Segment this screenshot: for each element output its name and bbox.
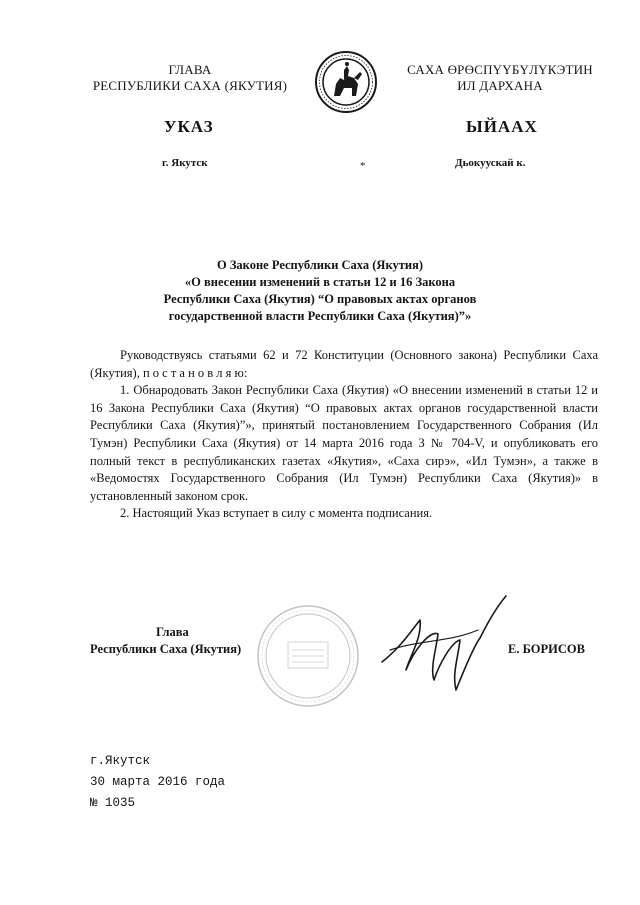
body-item-1: 1. Обнародовать Закон Республики Саха (Якутия) «О внесении изменений в статьи 12 и 16 Закона Республики Саха (Якутия) “О правовых актах органов государственной власти Республики Саха (Якутия)”», принятый постановлением Государственного Собрания (Ил Тумэн) Республики Саха (Якутия) от 14 марта 2016 года З № 704-V, и опубликовать его полный текст в республиканских газетах «Якутия», «Саха сирэ», «Ил Тумэн», а также в «Ведомостях Государственного Собрания (Ил Тумэн) Республики Саха (Якутия)» в установленный законом срок. [90,383,598,503]
footer-date: 30 марта 2016 года [90,775,226,789]
body-item-2: 2. Настоящий Указ вступает в силу с момента подписания. [120,506,433,521]
title-line: Республики Саха (Якутия) “О правовых актах органов [163,292,477,306]
sakha-coat-of-arms-icon [314,50,378,114]
footer-city: г.Якутск [90,754,151,768]
header-left [70,62,310,94]
signature-position-line2: Республики Саха (Якутия) [90,642,242,656]
doc-type-left: УКАЗ [164,117,214,136]
title-line: О Законе Республики Саха (Якутия) [216,258,424,272]
title-line: государственной власти Республики Саха (Якутия)”» [168,309,472,323]
handwritten-signature-icon [360,590,510,700]
footer-block [90,751,225,814]
body-intro: Руководствуясь статьями 62 и 72 Конституции (Основного закона) Республики Саха (Якутия), п о с т а н о в л я ю: [90,348,598,380]
document-body [90,347,598,523]
place-right: Дьокуускай к. [455,157,526,169]
signature-position [90,624,280,658]
doc-type-right: ЫЙААХ [466,117,538,136]
title-line: «О внесении изменений в статьи 12 и 16 Закона [184,275,456,289]
document-title [0,257,640,325]
signature-position-line1: Глава [156,625,189,639]
header-left-line2: РЕСПУБЛИКИ САХА (ЯКУТИЯ) [92,78,288,93]
header-right [385,62,615,94]
header-left-line1: ГЛАВА [168,62,212,77]
signature-name: Е. БОРИСОВ [508,642,585,656]
header-right-line1: САХА ӨРӨСПҮҮБҮЛҮКЭТИН [407,62,593,77]
footer-number: № 1035 [90,796,136,810]
header-right-line2: ИЛ ДАРХАНА [457,78,543,93]
place-separator: * [360,160,366,172]
place-left: г. Якутск [162,157,208,169]
